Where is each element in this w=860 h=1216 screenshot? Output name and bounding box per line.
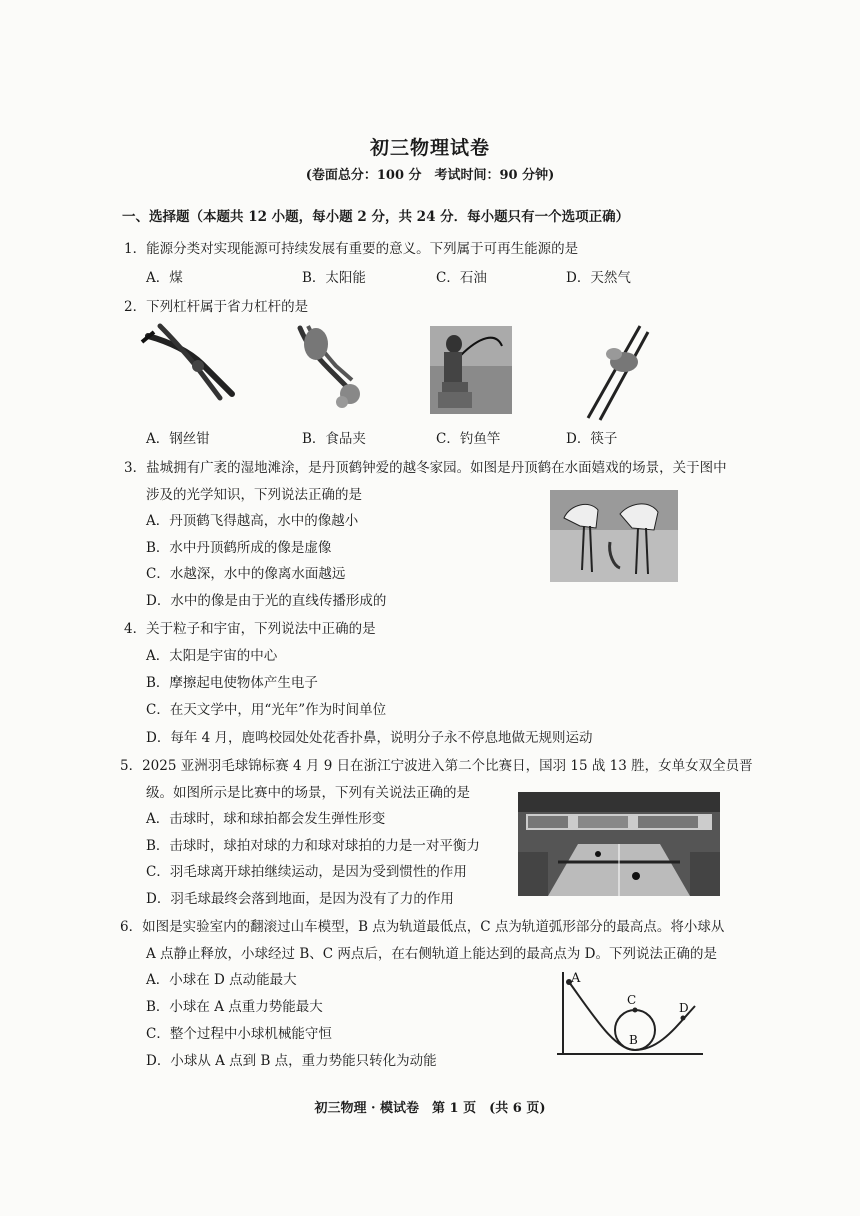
q1-option-c: C．石油 [436, 270, 487, 286]
chopsticks-image [580, 322, 652, 422]
point-c-label: C [627, 993, 637, 1007]
q6-option-a: A．小球在 D 点动能最大 [146, 972, 297, 988]
question-6-stem-line1: 6．如图是实验室内的翻滚过山车模型，B 点为轨道最低点，C 点为轨道弧形部分的最高点。将小球从 [120, 919, 725, 935]
section-heading: 一、选择题（本题共 12 小题，每小题 2 分，共 24 分．每小题只有一个选项正确） [122, 209, 630, 225]
q6-option-c: C．整个过程中小球机械能守恒 [146, 1026, 332, 1042]
q4-option-b: B．摩擦起电使物体产生电子 [146, 675, 318, 691]
point-a-label: A [571, 971, 581, 986]
q3-option-a: A．丹顶鹤飞得越高，水中的像越小 [146, 513, 359, 529]
point-d-label: D [679, 1001, 689, 1015]
question-5-stem-line2: 级。如图所示是比赛中的场景，下列有关说法正确的是 [146, 785, 470, 801]
q4-option-a: A．太阳是宇宙的中心 [146, 648, 278, 664]
q2-option-d: D．筷子 [566, 431, 618, 447]
page-title: 初三物理试卷 [369, 137, 490, 159]
q5-option-a: A．击球时，球和球拍都会发生弹性形变 [146, 811, 386, 827]
roller-coaster-diagram [555, 968, 705, 1060]
q5-option-c: C．羽毛球离开球拍继续运动，是因为受到惯性的作用 [146, 864, 467, 880]
question-6-stem-line2: A 点静止释放，小球经过 B、C 两点后，在右侧轨道上能达到的最高点为 D。下列说法正确的是 [146, 946, 717, 962]
q6-option-d: D．小球从 A 点到 B 点，重力势能只转化为动能 [146, 1053, 437, 1069]
q1-option-b: B．太阳能 [302, 270, 366, 286]
q3-option-c: C．水越深，水中的像离水面越远 [146, 566, 346, 582]
q1-option-a: A．煤 [146, 270, 183, 286]
page-footer: 初三物理 · 模试卷 第 1 页 (共 6 页) [314, 1101, 546, 1116]
q4-option-d: D．每年 4 月，鹿鸣校园处处花香扑鼻，说明分子永不停息地做无规则运动 [146, 730, 593, 746]
q2-option-b: B．食品夹 [302, 431, 366, 447]
q3-option-b: B．水中丹顶鹤所成的像是虚像 [146, 540, 332, 556]
q5-option-b: B．击球时，球拍对球的力和球对球拍的力是一对平衡力 [146, 838, 480, 854]
crane-photo [550, 490, 678, 582]
q2-option-a: A．钢丝钳 [146, 431, 210, 447]
page-subtitle: (卷面总分：100 分 考试时间：90 分钟) [305, 168, 555, 183]
pliers-image [140, 322, 240, 402]
question-3-stem-line1: 3．盐城拥有广袤的湿地滩涂，是丹顶鹤钟爱的越冬家园。如图是丹顶鹤在水面嬉戏的场景，关于图中 [124, 460, 727, 476]
food-tongs-image [290, 322, 370, 412]
question-2-stem: 2．下列杠杆属于省力杠杆的是 [124, 299, 309, 315]
q4-option-c: C．在天文学中，用“光年”作为时间单位 [146, 702, 387, 718]
question-4-stem: 4．关于粒子和宇宙，下列说法中正确的是 [124, 621, 376, 637]
question-5-stem-line1: 5．2025 亚洲羽毛球锦标赛 4 月 9 日在浙江宁波进入第二个比赛日，国羽 15 战 13 胜，女单女双全员晋 [120, 758, 753, 774]
q6-option-b: B．小球在 A 点重力势能最大 [146, 999, 323, 1015]
question-1-stem: 1．能源分类对实现能源可持续发展有重要的意义。下列属于可再生能源的是 [124, 241, 579, 257]
badminton-match-photo [518, 792, 720, 896]
q3-option-d: D．水中的像是由于光的直线传播形成的 [146, 593, 387, 609]
fishing-rod-image [430, 326, 512, 414]
point-b-label: B [629, 1033, 638, 1047]
q2-option-c: C．钓鱼竿 [436, 431, 501, 447]
question-3-stem-line2: 涉及的光学知识，下列说法正确的是 [146, 487, 362, 503]
q1-option-d: D．天然气 [566, 270, 631, 286]
q5-option-d: D．羽毛球最终会落到地面，是因为没有了力的作用 [146, 891, 454, 907]
